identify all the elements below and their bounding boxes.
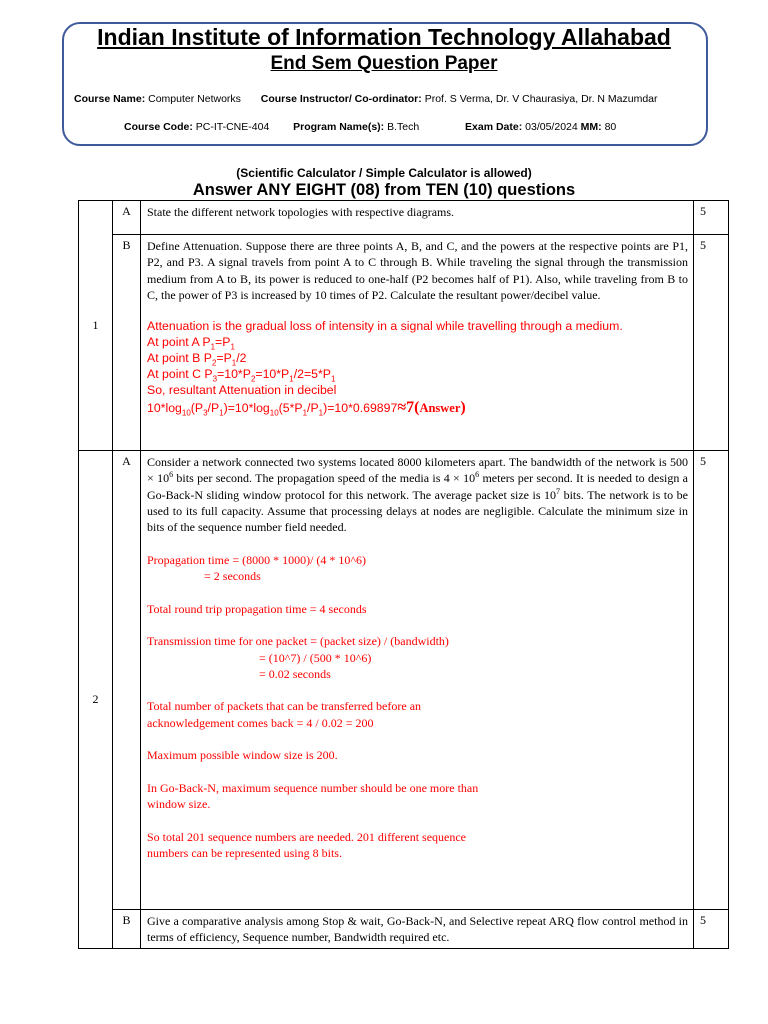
question-text (141, 235, 694, 451)
question-table (78, 200, 729, 949)
answer-block (147, 319, 688, 417)
max-marks: 80 (604, 121, 617, 133)
exam-date-label: Exam Date: (465, 121, 523, 133)
answer-line: So total 201 sequence numbers are needed. 201 different sequence (147, 829, 466, 844)
course-code: PC-IT-CNE-404 (195, 121, 270, 133)
question-text (141, 451, 694, 910)
instructor-label: Course Instructor/ Co-ordinator: (260, 93, 422, 105)
instructor-names: Prof. S Verma, Dr. V Chaurasiya, Dr. N Mazumdar (424, 93, 658, 105)
answer-line: = 0.02 seconds (259, 666, 331, 681)
exam-info-line (124, 121, 616, 133)
question-body: Consider a network connected two systems located 8000 kilometers apart. The bandwidth of the network is $500 \times 10^6$ bits per second. The propagation speed of the media is $4 \times 10^6$ meters per second. It is needed to design a Go-Back-N sliding window protocol for this network. The average packet size is $10^7$ bits. The network is to be used to its full capacity. Assume that processing delays at nodes are negligible. Calculate the minimum size in bits of the sequence number field needed. (147, 455, 688, 535)
table-row (79, 451, 729, 910)
exam-date: 03/05/2024 (525, 121, 578, 133)
table-row (79, 235, 729, 451)
course-info-line (74, 93, 658, 105)
answer-line: At point A $P_1=P_1$ (147, 335, 235, 352)
question-text: Give a comparative analysis among Stop & wait, Go-Back-N, and Selective repeat ARQ flow control method in terms of efficiency, Sequence number, Bandwidth required etc. (141, 910, 694, 949)
marks: 5 (694, 910, 729, 949)
paper-title: End Sem Question Paper (270, 53, 498, 74)
answer-definition: Attenuation is the gradual loss of intensity in a signal while travelling through a medium. (147, 319, 623, 334)
program-name: B.Tech (387, 121, 420, 133)
marks: 5 (694, 235, 729, 451)
answer-line: Maximum possible window size is 200. (147, 748, 338, 763)
course-name-label: Course Name: (74, 93, 146, 105)
part-label: B (113, 235, 141, 451)
part-label: A (113, 451, 141, 910)
institute-title: Indian Institute of Information Technology Allahabad (97, 24, 671, 50)
course-name: Computer Networks (148, 93, 241, 105)
answer-line: Total number of packets that can be transferred before an (147, 699, 422, 714)
answer-instruction: Answer ANY EIGHT (08) from TEN (10) questions (192, 181, 576, 199)
marks: 5 (694, 451, 729, 910)
mm-label: MM: (580, 121, 602, 133)
answer-line: So, resultant Attenuation in decibel (147, 382, 337, 397)
question-body: Define Attenuation. Suppose there are three points A, B, and C, and the powers at the respective points are P1, P2, and P3. A signal travels from point A to C through B. While traveling the signal through the transmission medium from A to B, its power is reduced to one-half (P2 becomes half of P1). Also, while traveling from B to C, the power of P3 is increased by 10 times of P2. Calculate the resultant power/decibel value. (147, 239, 688, 302)
answer-line: acknowledgement comes back = 4 / 0.02 = 200 (147, 715, 374, 730)
course-code-label: Course Code: (124, 121, 193, 133)
answer-line: Propagation time = (8000 * 1000)/ (4 * 10^6) (147, 552, 367, 567)
answer-line: Total round trip propagation time = 4 seconds (147, 601, 367, 616)
answer-line: Transmission time for one packet = (packet size) / (bandwidth) (147, 634, 449, 649)
question-text: State the different network topologies with respective diagrams. (141, 201, 694, 235)
calculator-note: (Scientific Calculator / Simple Calculator is allowed) (236, 166, 532, 180)
part-label: A (113, 201, 141, 235)
part-label: B (113, 910, 141, 949)
program-label: Program Name(s): (293, 121, 385, 133)
table-row (79, 910, 729, 949)
answer-line: At point C $P_3=10*P_2=10*P_1/2=5*P_1$ (147, 366, 336, 384)
question-number: 2 (79, 451, 113, 949)
marks: 5 (694, 201, 729, 235)
answer-line: window size. (147, 797, 211, 812)
answer-line: In Go-Back-N, maximum sequence number should be one more than (147, 780, 479, 795)
table-row (79, 201, 729, 235)
question-number: 1 (79, 201, 113, 451)
answer-block (147, 552, 688, 862)
answer-line: numbers can be represented using 8 bits. (147, 846, 342, 861)
answer-formula: $10*\log_{10}(P_3/P_1)=10*\log_{10}(5*P_1/P_1)=10*0.69897\approx 7(Answer)$ (147, 399, 466, 418)
answer-line: = 2 seconds (204, 569, 261, 584)
answer-line: At point B $P_2=P_1/2$ (147, 351, 247, 368)
answer-line: = (10^7) / (500 * 10^6) (259, 650, 372, 665)
